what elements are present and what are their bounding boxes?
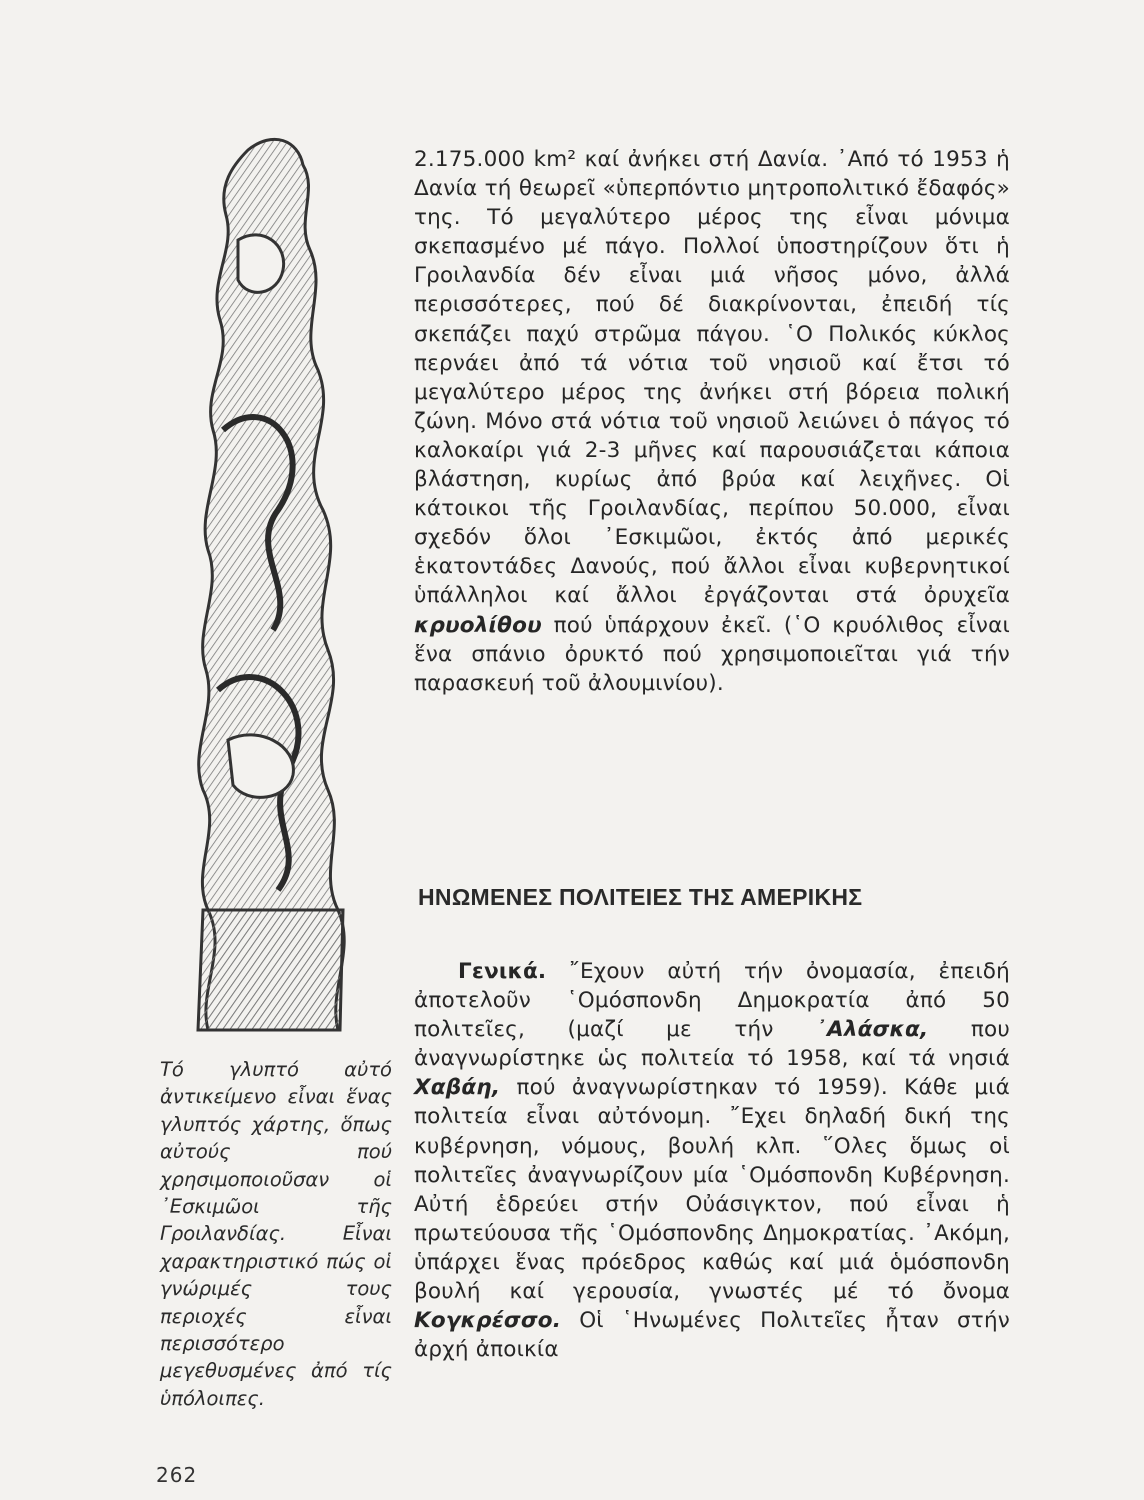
- section-usa: [414, 957, 1010, 1364]
- paragraph-greenland: [414, 145, 1010, 698]
- term-congress: Κογκρέσσο.: [414, 1308, 562, 1334]
- page-number: 262: [156, 1463, 198, 1487]
- paragraph-usa-text-a: ῎Εχουν αὐτή τήν ὀνομασία, ἐπειδή ἀποτελοῦν ῾Ομόσπονδη Δημοκρατία ἀπό 50 πολιτεῖες, (μαζί με τήν: [414, 959, 1010, 1043]
- term-alaska: ᾿Αλάσκα,: [816, 1017, 929, 1043]
- sculpture-face-upper: [238, 235, 284, 293]
- term-cryolite: κρυολίθου: [414, 612, 542, 638]
- main-column: [414, 145, 1010, 698]
- paragraph-lead: Γενικά.: [458, 959, 547, 984]
- paragraph-usa: [414, 957, 1010, 1364]
- sculpture-base: [198, 910, 343, 1030]
- paragraph-greenland-text: 2.175.000 km² καί ἀνήκει στή Δανία. ᾿Από τό 1953 ἡ Δανία τή θεωρεῖ «ὑπερπόντιο μητροπολιτικό ἔδαφός» της. Τό μεγαλύτερο μέρος της εἶναι μόνιμα σκεπασμένο μέ πάγο. Πολλοί ὑποστηρίζουν ὅτι ἡ Γροιλανδία δέν εἶναι μιά νῆσος μόνο, ἀλλά περισσότερες, πού δέ διακρίνονται, ἐπειδή τίς σκεπάζει παχύ στρῶμα πάγου. ῾Ο Πολικός κύκλος περνάει ἀπό τά νότια τοῦ νησιοῦ καί ἔτσι τό μεγαλύτερο μέρος της ἀνήκει στή βόρεια πολική ζώνη. Μόνο στά νότια τοῦ νησιοῦ λειώνει ὁ πάγος τό καλοκαίρι γιά 2-3 μῆνες καί παρουσιάζεται κάποια βλάστηση, κυρίως ἀπό βρύα καί λειχῆνες. Οἱ κάτοικοι τῆς Γροιλανδίας, περίπου 50.000, εἶναι σχεδόν ὅλοι ᾿Εσκιμῶοι, ἐκτός ἀπό μερικές ἑκατοντάδες Δανούς, πού ἄλλοι εἶναι κυβερνητικοί ὑπάλληλοι καί ἄλλοι ἐργάζονται στά ὀρυχεῖα: [414, 147, 1010, 609]
- paragraph-usa-text-d: Οἱ ῾Ηνωμένες Πολιτεῖες ἦταν στήν ἀρχή ἀποικία: [414, 1308, 1010, 1363]
- section-heading: ΗΝΩΜΕΝΕΣ ΠΟΛΙΤΕΙΕΣ ΤΗΣ ΑΜΕΡΙΚΗΣ: [418, 884, 863, 910]
- paragraph-usa-text-c: πού ἀναγνωρίστηκαν τό 1959). Κάθε μιά πολιτεία εἶναι αὐτόνομη. ῎Εχει δηλαδή δική της κυβέρνηση, νόμους, βουλή κλπ. ῞Ολες ὅμως οἱ πολιτεῖες ἀναγνωρίζουν μία ῾Ομόσπονδη Κυβέρνηση. Αὐτή ἑδρεύει στήν Οὐάσιγκτον, πού εἶναι ἡ πρωτεύουσα τῆς ῾Ομόσπονδης Δημοκρατίας. ᾿Ακόμη, ὑπάρχει ἕνας πρόεδρος καθώς καί μιά ὁμόσπονδη βουλή καί γερουσία, γνωστές μέ τό ὄνομα: [414, 1075, 1010, 1305]
- inuit-carved-map-illustration: [178, 130, 388, 1040]
- figure-caption: Τό γλυπτό αὐτό ἀντικείμενο εἶναι ἕνας γλυπτός χάρτης, ὅπως αὐτούς πού χρησιμοποιοῦσαν οἱ ᾿Εσκιμῶοι τῆς Γροιλανδίας. Εἶναι χαρακτηριστικό πώς οἱ γνώριμές τους περιοχές εἶναι περισσότερο μεγεθυσμένες ἀπό τίς ὑπόλοιπες.: [160, 1058, 392, 1410]
- paragraph-greenland-end: πού ὑπάρχουν ἐκεῖ. (῾Ο κρυόλιθος εἶναι ἕνα σπάνιο ὀρυκτό πού χρησιμοποιεῖται γιά τήν παρασκευή τοῦ ἀλουμινίου).: [414, 612, 1010, 696]
- paragraph-usa-text-b: που ἀναγνωρίστηκε ὡς πολιτεία τό 1958, καί τά νησιά: [414, 1017, 1010, 1072]
- term-hawaii: Χαβάη,: [414, 1075, 501, 1101]
